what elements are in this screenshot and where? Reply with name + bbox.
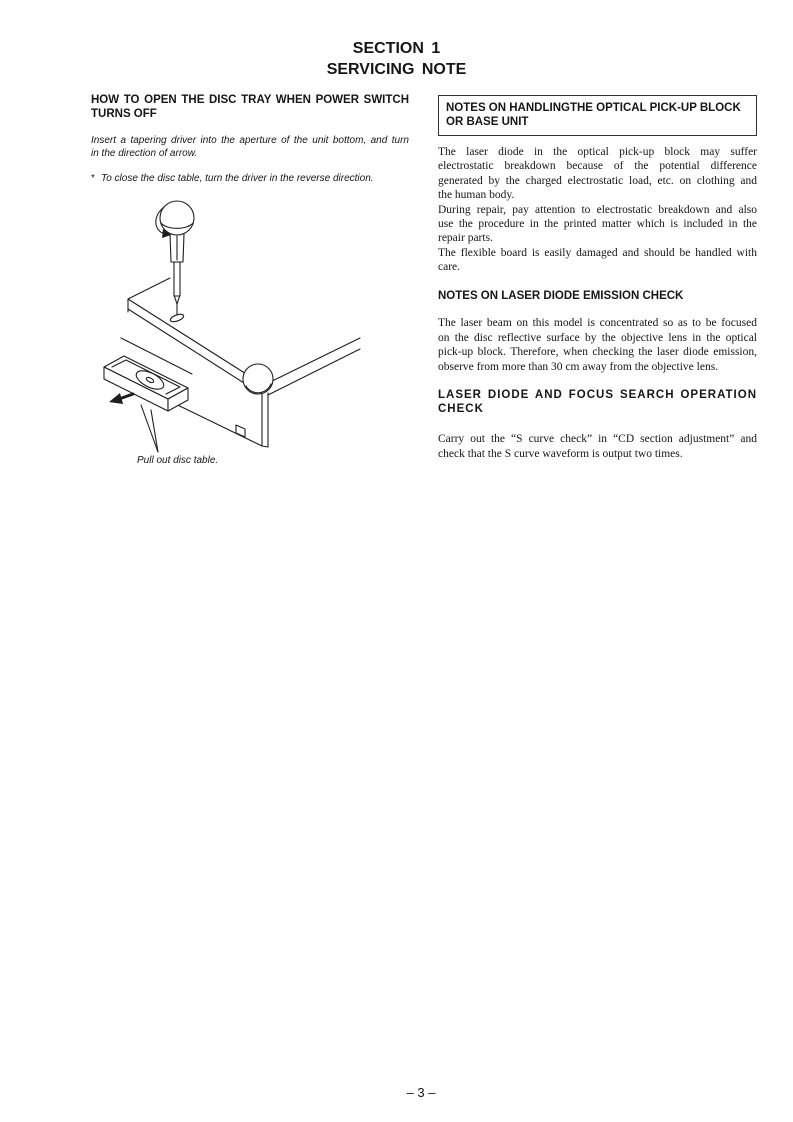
unit-right-top-edge	[262, 338, 360, 386]
unit-front-jack	[236, 425, 245, 437]
handling-text	[438, 145, 757, 275]
body-line: repair parts.	[438, 232, 493, 245]
body-line: The laser beam on this model is concentrated so as to be focused	[438, 317, 757, 329]
body-line: During repair, pay attention to electrostatic breakdown and also	[438, 203, 757, 216]
body-line: observe from more than 30 cm away from the objective lens.	[438, 360, 719, 373]
body-line: electrostatic breakdown because of the potential difference	[438, 160, 757, 173]
focus-heading-line: CHECK	[438, 403, 484, 415]
pull-arrow	[109, 393, 133, 404]
disc-tray-heading	[91, 93, 409, 121]
heading-line: HOW TO OPEN THE DISC TRAY WHEN POWER SWITCH	[91, 94, 409, 106]
focus-heading-line: LASER DIODE AND FOCUS SEARCH OPERATION	[438, 389, 757, 401]
instruction-text	[91, 134, 409, 160]
note-asterisk: *	[91, 172, 95, 184]
driver-shaft	[174, 261, 180, 296]
unit-top-left-edge	[128, 278, 170, 299]
page-number: – 3 –	[406, 1085, 436, 1100]
body-line: generated by the charged electrostatic load, etc. on clothing and	[438, 174, 757, 187]
figure-caption: Pull out disc table.	[137, 454, 219, 466]
disc-tray-illustration	[95, 195, 370, 460]
focus-text	[438, 432, 757, 461]
screwdriver	[156, 201, 194, 323]
page-title: SERVICING NOTE	[326, 61, 467, 78]
disc-player-unit	[118, 278, 360, 447]
emission-text	[438, 316, 757, 374]
emission-heading: NOTES ON LASER DIODE EMISSION CHECK	[438, 290, 684, 302]
body-line: the human body.	[438, 189, 515, 202]
instruction-line: Insert a tapering driver into the aperture of the unit bottom, and turn	[91, 134, 409, 146]
unit-right-inner-edge	[268, 349, 360, 395]
section-title	[0, 38, 793, 80]
body-line: Carry out the “S curve check” in “CD section adjustment” and	[438, 433, 757, 445]
box-heading-line: NOTES ON HANDLINGTHE OPTICAL PICK-UP BLOCK	[446, 102, 741, 114]
body-line: pick-up block. Therefore, when checking the laser diode emission,	[438, 346, 757, 359]
box-heading-line: OR BASE UNIT	[446, 116, 529, 128]
instruction-line: in the direction of arrow.	[91, 147, 198, 159]
caption-leader-line	[141, 405, 158, 452]
body-line: care.	[438, 261, 461, 274]
unit-knob	[243, 364, 273, 394]
close-note	[91, 172, 409, 185]
driver-handle-knob	[160, 201, 194, 235]
body-line: use the procedure in the printed matter which is included in the	[438, 218, 757, 231]
knob-circle	[243, 364, 273, 394]
handling-heading-box	[438, 95, 757, 136]
heading-line: TURNS OFF	[91, 108, 157, 120]
section-number: SECTION 1	[352, 40, 441, 57]
pull-arrow-head	[109, 393, 123, 404]
note-text: To close the disc table, turn the driver in the reverse direction.	[101, 172, 374, 184]
caption-leader-line	[151, 410, 158, 452]
body-line: The laser diode in the optical pick-up block may suffer	[438, 146, 757, 158]
focus-heading	[438, 388, 757, 416]
body-line: on the disc reflective surface by the objective lens in the optical	[438, 331, 757, 344]
body-line: check that the S curve waveform is output two times.	[438, 447, 683, 460]
body-line: The flexible board is easily damaged and should be handled with	[438, 246, 757, 259]
